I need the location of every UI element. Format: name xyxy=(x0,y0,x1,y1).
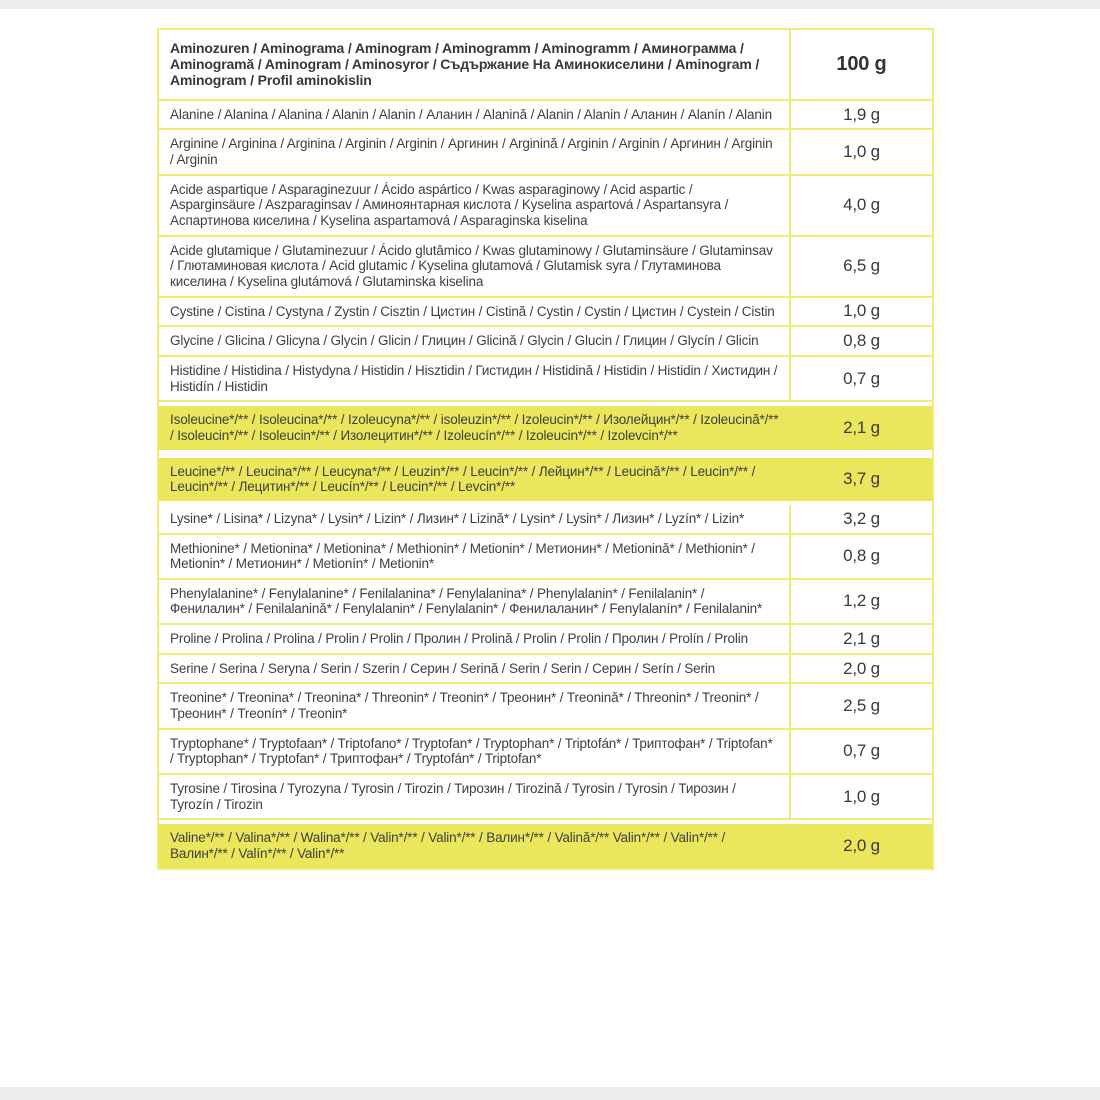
table-row xyxy=(159,775,932,820)
amino-acid-names: Proline / Prolina / Prolina / Prolin / Prolin / Пролин / Prolină / Prolin / Prolin / Пролин / Prolín / Prolin xyxy=(159,625,791,653)
table-row xyxy=(159,535,932,580)
amino-acid-names: Valine*/** / Valina*/** / Walina*/** / Valin*/** / Valin*/** / Валин*/** / Valină*/** Valin*/** / Valin*/** / Валин*/** / Valín*/** / Valin*/** xyxy=(170,830,726,862)
table-row xyxy=(159,505,932,535)
top-edge-strip xyxy=(0,0,1100,9)
amino-acid-names: Acide aspartique / Asparaginezuur / Ácido aspártico / Kwas asparaginowy / Acid aspartic / Asparginsäure / Aszparaginsav / Аминоянтарная кислота / Kyselina aspartová / Aspartansyra / Аспартинова киселина / Kyselina aspartamová / Asparaginska kiselina xyxy=(159,176,791,235)
amino-acid-amount: 3,7 g xyxy=(843,469,880,489)
amino-acid-names: Tyrosine / Tirosina / Tyrozyna / Tyrosin / Tirozin / Тирозин / Tirozină / Tyrosin / Tyrosin / Тирозин / Tyrozín / Tirozin xyxy=(159,775,791,818)
table-row xyxy=(159,101,932,131)
amino-acid-names: Methionine* / Metionina* / Metionina* / Methionin* / Metionin* / Метионин* / Metionină* / Methionin* / Metionin* / Метионин* / Metionín* / Metionin* xyxy=(159,535,791,578)
table-row xyxy=(159,298,932,328)
amino-acid-names: Phenylalanine* / Fenylalanine* / Fenilalanina* / Fenylalanina* / Phenylalanin* / Fenilalanin* / Фенилалин* / Fenilalanină* / Fenylalanin* / Fenylalanin* / Фенилаланин* / Fenylalanín* / Fenilalanin* xyxy=(159,580,791,623)
amino-acid-names: Alanine / Alanina / Alanina / Alanin / Alanin / Аланин / Alanină / Alanin / Alanin / Аланин / Alanín / Alanin xyxy=(159,101,791,129)
header-title: Aminozuren / Aminograma / Aminogram / Aminogramm / Aminogramm / Аминограмма / Aminogramă / Aminogram / Aminosyror / Съдържание На Аминокиселини / Aminogram / Aminogram / Profil aminokislin xyxy=(159,30,791,99)
amino-acid-amount: 3,2 g xyxy=(843,508,880,528)
amino-acid-names: Arginine / Arginina / Arginina / Arginin / Arginin / Аргинин / Arginină / Arginin / Arginin / Аргинин / Arginin / Arginin xyxy=(159,130,791,173)
amino-acid-amount: 1,0 g xyxy=(843,786,880,806)
table-row xyxy=(159,820,932,867)
header-serving-size: 100 g xyxy=(836,52,887,75)
amino-acid-amount: 0,7 g xyxy=(843,368,880,388)
amino-acid-amount: 0,7 g xyxy=(843,741,880,761)
table-row xyxy=(159,684,932,729)
table-header-row xyxy=(159,30,932,101)
amino-acid-names: Glycine / Glicina / Glicyna / Glycin / Glicin / Глицин / Glicină / Glycin / Glucin / Глицин / Glycín / Glicin xyxy=(159,327,791,355)
table-row xyxy=(159,730,932,775)
amino-acid-amount: 6,5 g xyxy=(843,256,880,276)
amino-acid-amount: 0,8 g xyxy=(843,331,880,351)
amino-acid-amount: 2,5 g xyxy=(843,696,880,716)
table-row xyxy=(159,655,932,685)
amino-acid-amount: 0,8 g xyxy=(843,546,880,566)
amino-acid-amount: 1,0 g xyxy=(843,301,880,321)
bottom-edge-strip xyxy=(0,1087,1100,1100)
amino-acid-amount: 1,9 g xyxy=(843,104,880,124)
table-row xyxy=(159,580,932,625)
amino-acid-names: Leucine*/** / Leucina*/** / Leucyna*/** / Leuzin*/** / Leucin*/** / Лейцин*/** / Leucină*/** / Leucin*/** / Leucin*/** / Лецитин*/** / Leucín*/** / Leucin*/** / Levcin*/** xyxy=(170,463,756,495)
amino-acid-amount: 1,2 g xyxy=(843,591,880,611)
table-row xyxy=(159,327,932,357)
amino-acid-names: Acide glutamique / Glutaminezuur / Ácido glutâmico / Kwas glutaminowy / Glutaminsäure / Glutaminsav / Глютаминовая кислота / Acid glutamic / Kyselina glutamová / Glutamisk syra / Глутаминова киселина / Kyselina glutámová / Glutaminska kiselina xyxy=(159,237,791,296)
amino-acid-amount: 2,0 g xyxy=(843,658,880,678)
amino-acid-names: Tryptophane* / Tryptofaan* / Triptofano* / Tryptofan* / Tryptophan* / Triptofán* / Триптофан* / Triptofan* / Tryptophan* / Tryptofan* / Триптофан* / Tryptofán* / Triptofan* xyxy=(159,730,791,773)
amino-acid-names: Serine / Serina / Seryna / Serin / Szerin / Серин / Serină / Serin / Serin / Серин / Serín / Serin xyxy=(159,655,791,683)
amino-acid-amount: 2,1 g xyxy=(843,628,880,648)
table-row xyxy=(159,237,932,298)
amino-acid-names: Treonine* / Treonina* / Treonina* / Threonin* / Treonin* / Треонин* / Treonină* / Threonin* / Treonin* / Треонин* / Treonín* / Treonin* xyxy=(159,684,791,727)
aminogram-table xyxy=(157,28,934,870)
amino-acid-amount: 1,0 g xyxy=(843,142,880,162)
amino-acid-amount: 2,1 g xyxy=(843,417,880,437)
table-row xyxy=(159,357,932,402)
amino-acid-names: Histidine / Histidina / Histydyna / Histidin / Hisztidin / Гистидин / Histidină / Histidin / Histidin / Хистидин / Histidín / Histidin xyxy=(159,357,791,400)
amino-acid-amount: 4,0 g xyxy=(843,195,880,215)
amino-acid-names: Lysine* / Lisina* / Lizyna* / Lysin* / Lizin* / Лизин* / Lizină* / Lysin* / Lysin* / Лизин* / Lyzín* / Lizin* xyxy=(159,505,791,533)
table-row xyxy=(159,130,932,175)
table-row xyxy=(159,454,932,505)
amino-acid-names: Isoleucine*/** / Isoleucina*/** / Izoleucyna*/** / isoleuzin*/** / Izoleucin*/** / Изолейцин*/** / Izoleucină*/** / Isoleucin*/** / Isoleucin*/** / Изолецитин*/** / Izoleucín*/** / Izoleucin*/** / Izolevcin*/** xyxy=(170,412,779,443)
amino-acid-names: Cystine / Cistina / Cystyna / Zystin / Cisztin / Цистин / Cistină / Cystin / Cystin / Цистин / Cystein / Cistin xyxy=(159,298,791,326)
amino-acid-amount: 2,0 g xyxy=(843,836,880,856)
table-row xyxy=(159,176,932,237)
table-row xyxy=(159,625,932,655)
table-row xyxy=(159,402,932,453)
